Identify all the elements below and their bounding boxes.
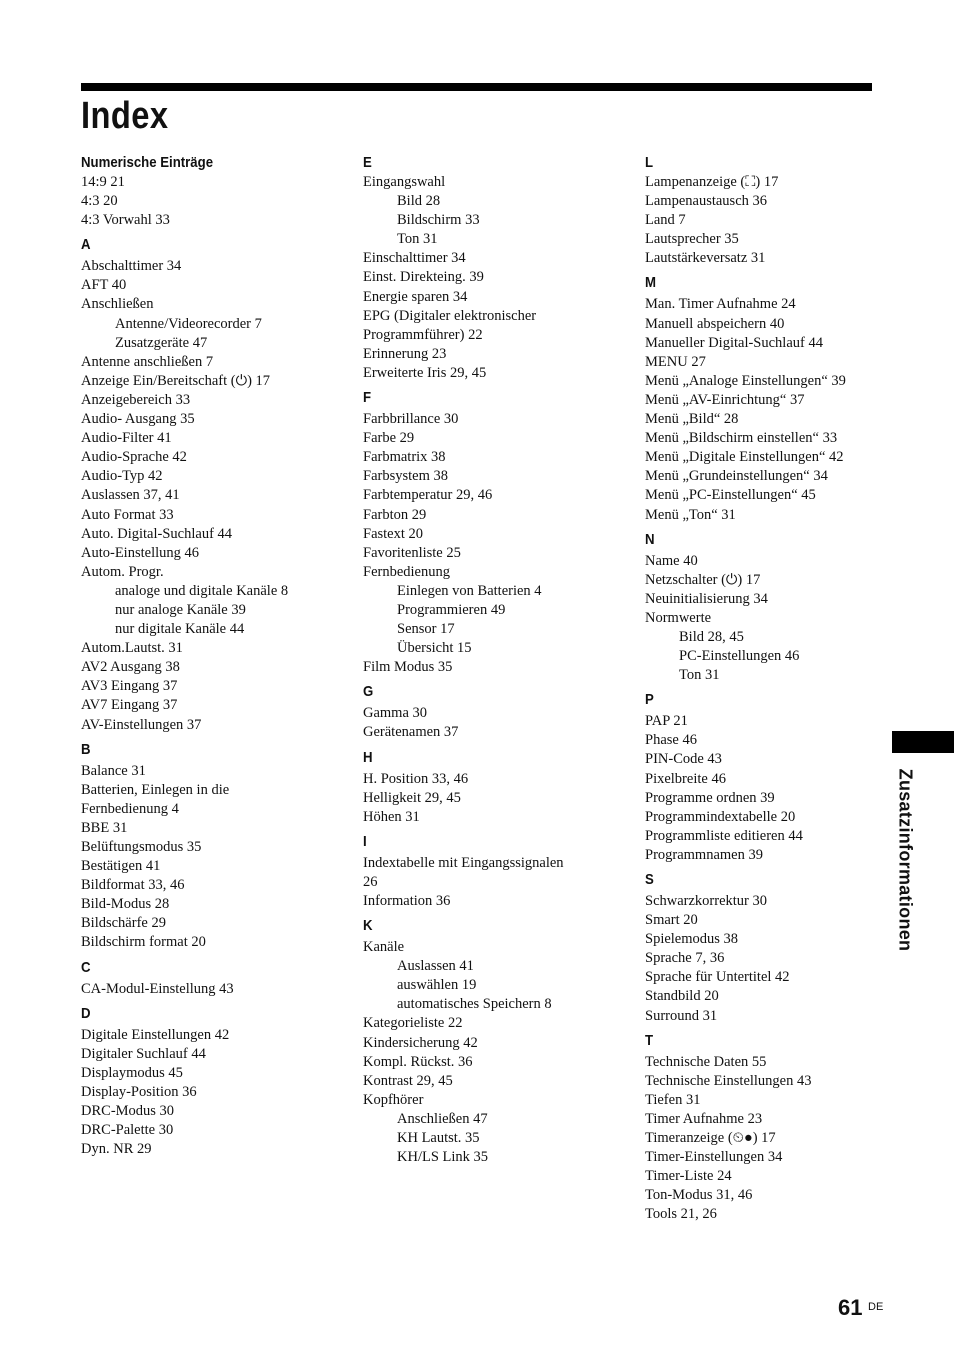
index-entry: H. Position 33, 46 [363,770,469,787]
section-heading: D [81,1004,91,1022]
section-heading: S [645,871,654,888]
index-entry: Lautsprecher 35 [645,231,739,248]
index-entry: Bildformat 33, 46 [81,877,185,894]
index-entry: Ton-Modus 31, 46 [645,1187,753,1204]
top-rule [81,83,872,91]
index-entry: Sprache 7, 36 [645,950,725,967]
section-heading: L [645,154,654,171]
index-entry: Kompl. Rückst. 36 [363,1053,473,1070]
index-subentry: nur digitale Kanäle 44 [115,621,245,638]
index-entry: Menü „AV-Einrichtung“ 37 [645,391,805,408]
index-entry: Tools 21, 26 [645,1206,717,1223]
index-entry: PAP 21 [645,713,688,730]
index-entry: Auto-Einstellung 46 [81,544,200,561]
index-entry: Standbild 20 [645,988,719,1005]
index-entry: Spielemodus 38 [645,931,739,948]
section-heading: T [645,1031,654,1049]
index-entry: Menü „Bild“ 28 [645,411,739,428]
index-entry: Indextabelle mit Eingangssignalen [363,854,564,871]
index-entry: Menü „Digitale Einstellungen“ 42 [645,449,844,466]
index-entry: Bild-Modus 28 [81,896,170,913]
section-heading: Numerische Einträge [81,154,214,171]
index-column-3 [645,150,905,1225]
index-entry: Gerätenamen 37 [363,724,459,741]
index-entry: Timeranzeige (⏲●) 17 [645,1130,776,1147]
index-entry: 4:3 20 [81,193,118,210]
index-subentry: Übersicht 15 [397,640,472,657]
index-entry: 26 [363,873,378,890]
index-entry: Man. Timer Aufnahme 24 [645,296,796,313]
index-entry: Displaymodus 45 [81,1064,183,1081]
index-entry: Auto. Digital-Suchlauf 44 [81,525,233,542]
index-entry: AV-Einstellungen 37 [81,716,202,733]
index-entry: AV3 Eingang 37 [81,678,178,695]
page-language-code: DE [868,1301,884,1313]
index-entry: AV2 Ausgang 38 [81,659,180,676]
section-heading: E [363,154,372,171]
section-heading: A [81,236,91,254]
index-entry: AV7 Eingang 37 [81,697,178,714]
index-entry: Lampenanzeige (⛶) 17 [645,174,779,190]
index-entry: CA-Modul-Einstellung 43 [81,980,234,997]
section-heading: F [363,389,372,407]
index-entry: Balance 31 [81,762,146,779]
index-entry: Erweiterte Iris 29, 45 [363,364,487,381]
index-entry: Digitaler Suchlauf 44 [81,1045,206,1062]
index-entry: Autom. Progr. [81,563,164,580]
index-entry: Name 40 [645,552,698,569]
index-entry: Normwerte [645,609,712,626]
index-entry: Technische Daten 55 [645,1053,767,1070]
page-number: 61 [838,1295,863,1320]
index-entry: BBE 31 [81,819,128,836]
index-entry: Land 7 [645,212,686,229]
index-subentry: nur analoge Kanäle 39 [115,601,246,618]
index-entry: Erinnerung 23 [363,345,447,362]
index-entry: Kanäle [363,939,405,956]
index-entry: Anzeige Ein/Bereitschaft (⏻) 17 [81,372,271,389]
index-entry: Audio-Filter 41 [81,430,172,447]
index-subentry: Antenne/Videorecorder 7 [115,315,262,332]
index-entry: Timer-Einstellungen 34 [645,1149,783,1166]
index-entry: Tiefen 31 [645,1091,701,1108]
index-entry: Pixelbreite 46 [645,770,726,787]
index-entry: Gamma 30 [363,705,428,722]
index-subentry: Bild 28, 45 [679,628,744,645]
index-entry: Display-Position 36 [81,1083,197,1100]
index-entry: MENU 27 [645,353,706,370]
section-heading: P [645,691,654,709]
index-entry: Menü „Bildschirm einstellen“ 33 [645,430,838,447]
index-subentry: Bild 28 [397,193,441,210]
index-entry: Technische Einstellungen 43 [645,1072,812,1089]
index-entry: Fastext 20 [363,525,424,542]
index-entry: Lampenaustausch 36 [645,193,768,210]
index-entry: Bildschärfe 29 [81,915,166,932]
index-entry: Belüftungsmodus 35 [81,839,202,855]
index-subentry: Ton 31 [397,231,438,248]
index-subentry: Ton 31 [679,667,720,684]
index-entry: Kontrast 29, 45 [363,1072,453,1089]
section-heading: G [363,683,374,701]
index-entry: Farbton 29 [363,506,427,523]
section-heading: I [363,832,367,850]
index-entry: Favoritenliste 25 [363,544,461,561]
index-entry: Auto Format 33 [81,506,174,523]
index-entry: Auslassen 37, 41 [81,487,180,504]
section-heading: C [81,958,91,976]
index-entry: Antenne anschließen 7 [81,353,214,370]
index-entry: Farbsystem 38 [363,468,448,485]
index-entry: Smart 20 [645,912,698,929]
index-entry: Information 36 [363,893,451,909]
index-entry: Anzeigebereich 33 [81,391,191,408]
index-entry: Helligkeit 29, 45 [363,789,461,806]
index-entry: Abschalttimer 34 [81,258,182,275]
index-column-1 [81,150,341,1159]
index-entry: Audio-Typ 42 [81,468,163,485]
index-subentry: Auslassen 41 [397,958,474,975]
index-entry: Farbtemperatur 29, 46 [363,487,493,504]
index-entry: Energie sparen 34 [363,288,468,305]
index-entry: Farbbrillance 30 [363,411,459,428]
index-entry: Digitale Einstellungen 42 [81,1026,230,1043]
index-entry: Menü „Analoge Einstellungen“ 39 [645,372,846,389]
side-label: Zusatzinformationen [895,768,916,952]
index-entry: Programmindextabelle 20 [645,808,796,825]
index-entry: Kategorieliste 22 [363,1015,463,1032]
index-entry: Menü „Grundeinstellungen“ 34 [645,468,828,485]
index-entry: Kindersicherung 42 [363,1034,478,1051]
index-entry: Neuinitialisierung 34 [645,590,768,607]
index-subentry: Einlegen von Batterien 4 [397,582,542,599]
index-entry: Programmführer) 22 [363,326,483,343]
side-tab-marker [892,731,954,753]
index-entry: Kopfhörer [363,1091,424,1108]
index-subentry: auswählen 19 [397,977,477,994]
index-subentry: analoge und digitale Kanäle 8 [115,582,289,599]
index-entry: Menü „Ton“ 31 [645,506,736,523]
index-entry: Autom.Lautst. 31 [81,640,183,657]
index-entry: EPG (Digitaler elektronischer [363,307,537,324]
index-subentry: Sensor 17 [397,621,455,638]
index-entry: Netzschalter (⏻) 17 [645,571,761,588]
index-subentry: PC-Einstellungen 46 [679,648,800,665]
index-entry: Manuell abspeichern 40 [645,315,785,332]
index-entry: Film Modus 35 [363,659,453,676]
index-entry: Audio-Sprache 42 [81,449,187,466]
index-entry: Fernbedienung [363,563,450,580]
index-entry: Lautstärkeversatz 31 [645,250,766,267]
index-entry: Programmnamen 39 [645,846,763,863]
index-subentry: automatisches Speichern 8 [397,996,552,1013]
index-entry: Timer-Liste 24 [645,1168,732,1185]
index-entry: Bestätigen 41 [81,858,161,875]
section-heading: N [645,530,655,548]
section-heading: B [81,740,91,758]
index-entry: Surround 31 [645,1007,718,1024]
index-entry: DRC-Palette 30 [81,1122,174,1139]
index-entry: Einschalttimer 34 [363,250,466,267]
index-entry: 4:3 Vorwahl 33 [81,212,170,229]
section-heading: H [363,748,373,766]
index-entry: PIN-Code 43 [645,751,722,768]
index-subentry: Programmieren 49 [397,601,506,618]
index-entry: Timer Aufnahme 23 [645,1110,763,1127]
page-title: Index [81,95,169,137]
index-entry: Batterien, Einlegen in die [81,781,230,798]
index-entry: Menü „PC-Einstellungen“ 45 [645,487,816,504]
index-entry: Fernbedienung 4 [81,800,179,817]
index-entry: 14:9 21 [81,174,125,190]
index-subentry: Anschließen 47 [397,1110,488,1127]
index-entry: Phase 46 [645,732,697,749]
index-entry: Schwarzkorrektur 30 [645,893,767,909]
index-entry: Anschließen [81,296,154,313]
index-entry: Dyn. NR 29 [81,1141,152,1158]
index-entry: Sprache für Untertitel 42 [645,969,790,986]
index-subentry: KH/LS Link 35 [397,1149,489,1166]
section-heading: M [645,274,656,292]
index-subentry: Bildschirm 33 [397,212,480,229]
index-entry: Programme ordnen 39 [645,789,775,806]
index-entry: Höhen 31 [363,808,420,825]
index-subentry: KH Lautst. 35 [397,1130,480,1147]
index-subentry: Zusatzgeräte 47 [115,334,208,351]
index-entry: Manueller Digital-Suchlauf 44 [645,334,823,351]
index-entry: Bildschirm format 20 [81,934,206,951]
index-entry: Programmliste editieren 44 [645,827,803,844]
index-entry: Eingangswahl [363,174,446,190]
index-entry: Einst. Direkteing. 39 [363,269,484,286]
index-entry: DRC-Modus 30 [81,1103,175,1120]
section-heading: K [363,917,373,935]
index-entry: Farbmatrix 38 [363,449,446,466]
index-entry: AFT 40 [81,277,127,294]
index-entry: Farbe 29 [363,430,415,447]
index-column-2 [363,150,623,1167]
index-entry: Audio- Ausgang 35 [81,411,195,428]
